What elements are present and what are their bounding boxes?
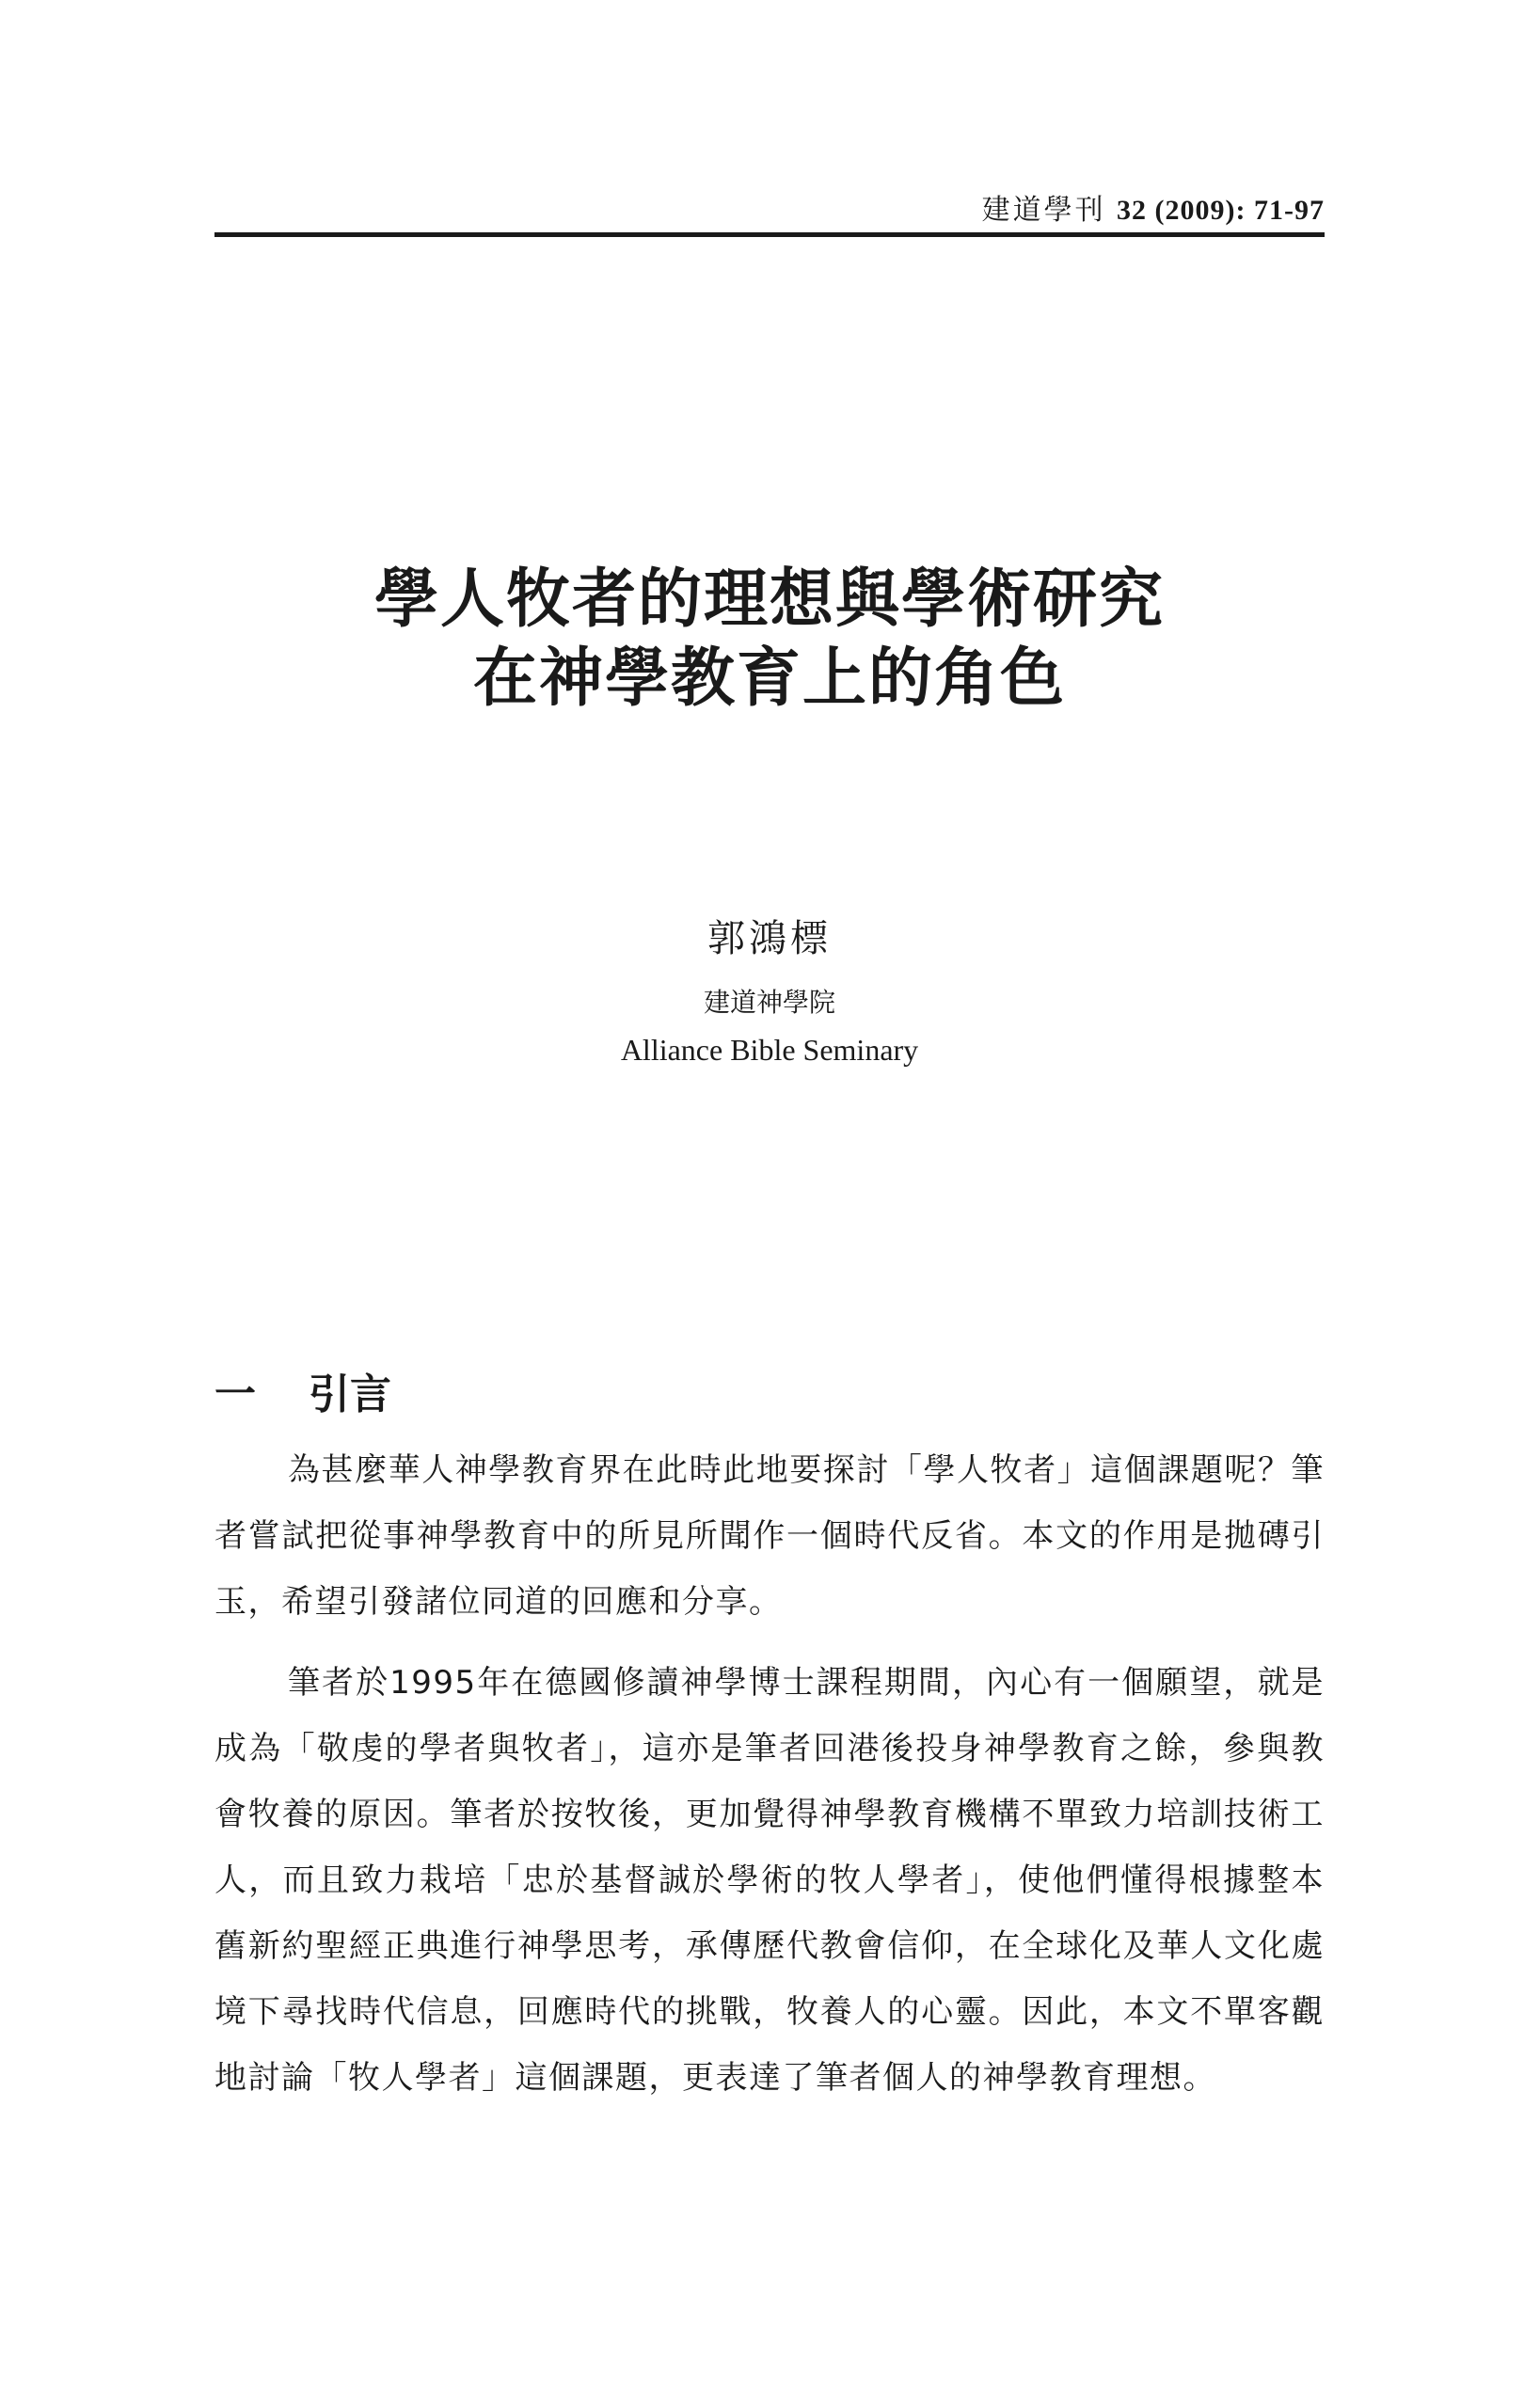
author-affiliation-english: Alliance Bible Seminary (620, 1033, 919, 1067)
article-title-line-1: 學人牧者的理想與學術研究 (373, 562, 1165, 637)
article-title-line-2: 在神學教育上的角色 (472, 642, 1066, 716)
author-affiliation-chinese: 建道神學院 (703, 987, 835, 1018)
journal-citation: 32 (2009): 71-97 (1117, 195, 1325, 226)
running-header (214, 184, 1325, 237)
section-title: 引言 (309, 1370, 391, 1418)
author-name: 郭鴻標 (707, 917, 832, 960)
section-heading (214, 1362, 391, 1428)
section-number: 一 (214, 1370, 256, 1418)
journal-name: 建道學刊 (981, 194, 1106, 227)
body-paragraph: 為甚麼華人神學教育界在此時此地要探討「學人牧者」這個課題呢？筆者嘗試把從事神學教育中的所見所聞作一個時代反省。本文的作用是拋磚引玉，希望引發諸位同道的回應和分享。 (214, 1451, 1325, 1621)
header-rule (214, 232, 1325, 237)
body-paragraph: 筆者於1995年在德國修讀神學博士課程期間，內心有一個願望，就是成為「敬虔的學者與牧者」，這亦是筆者回港後投身神學教育之餘，參與教會牧養的原因。筆者於按牧後，更加覺得神學教育機構不單致力培訓技術工人，而且致力栽培「忠於基督誠於學術的牧人學者」，使他們懂得根據整本舊新約聖經正典進行神學思考，承傳歷代教會信仰，在全球化及華人文化處境下尋找時代信息，回應時代的挑戰，牧養人的心靈。因此，本文不單客觀地討論「牧人學者」這個課題，更表達了筆者個人的神學教育理想。 (214, 1664, 1325, 2097)
